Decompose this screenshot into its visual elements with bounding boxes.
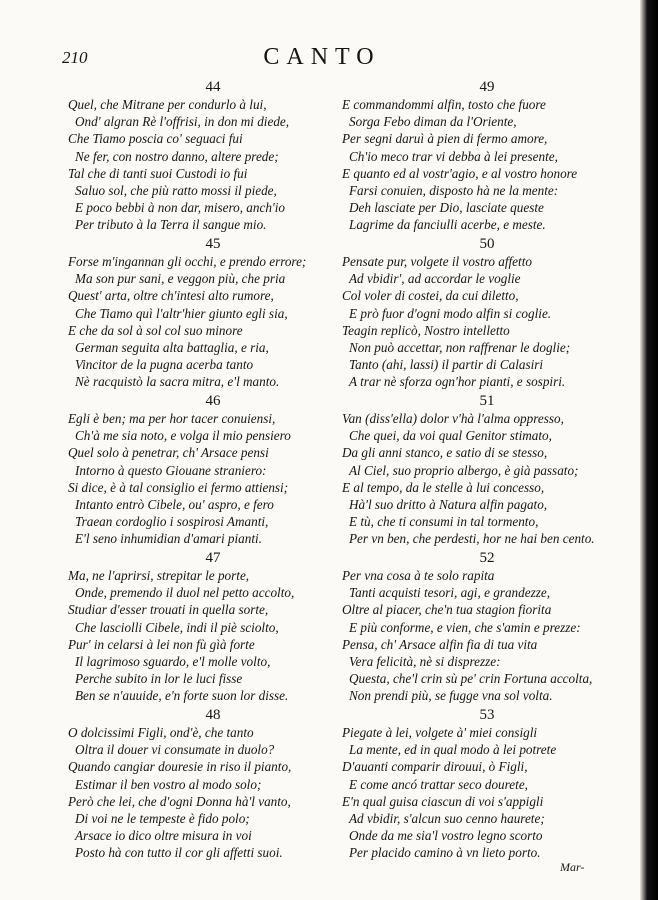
stanza	[68, 392, 358, 549]
verse-line: Il lagrimoso sguardo, e'l molle volto,	[75, 653, 271, 669]
verse-line: La mente, ed in qual modo à lei potrete	[349, 742, 557, 758]
running-title: CANTO	[263, 44, 381, 70]
verse-line: Col voler di costei, da cui diletto,	[342, 288, 519, 304]
verse-line: Tanto (ahi, lassi) il partir di Calasiri	[349, 357, 544, 373]
verse-line: Ch'à me sia noto, e volga il mio pensiero	[75, 428, 291, 444]
verse-line: Sorga Febo diman da l'Oriente,	[349, 114, 517, 130]
verse-line: E tù, che ti consumi in tal tormento,	[349, 514, 539, 530]
verse-line: Nè racquistò la sacra mitra, e'l manto.	[75, 374, 280, 390]
verse-line: Ch'io meco trar vi debba à lei presente,	[349, 148, 558, 164]
page-header	[62, 44, 582, 74]
stanza	[68, 78, 358, 235]
verse-line: Si dice, è à tal consiglio ei fermo attiensi;	[68, 479, 289, 495]
verse-line: Forse m'ingannan gli occhi, e prendo errore;	[68, 254, 307, 269]
verse-line: Deh lasciate per Dio, lasciate queste	[349, 200, 544, 216]
verse-line: Hà'l suo dritto à Natura alfin pagato,	[349, 496, 548, 512]
verse-line: O dolcissimi Figli, ond'è, che tanto	[68, 725, 254, 740]
verse-line: Pur' in celarsi à lei non fù gìà forte	[68, 636, 255, 652]
verse-line: Al Ciel, suo proprio albergo, è già passato;	[349, 462, 579, 478]
verse-line: Questa, che'l crin sù pe' crin Fortuna accolta,	[349, 671, 593, 687]
verse-line: Intanto entrò Cibele, ou' aspro, e fero	[75, 496, 274, 512]
verse-line: D'auanti comparir dirouui, ò Figli,	[342, 759, 528, 775]
stanza-number: 48	[205, 707, 221, 723]
verse-line: E come ancó trattar seco dourete,	[349, 776, 528, 792]
stanza-number: 44	[205, 79, 221, 95]
verse-line: Quel, che Mitrane per condurlo à lui,	[68, 97, 267, 112]
verse-line: Quest' arta, oltre ch'intesi alto rumore,	[68, 288, 274, 304]
verse-line: Ben se n'auuide, e'n forte suon lor disse.	[75, 688, 289, 704]
verse-line: Estimar il ben vostro al modo solo;	[75, 776, 262, 792]
stanza	[342, 235, 632, 392]
verse-line: Per placido camino à vn lieto porto.	[349, 845, 541, 861]
verse-line: Teagin replicò, Nostro intelletto	[342, 322, 510, 338]
verse-line: Farsi conuien, disposto hà ne la mente:	[349, 182, 559, 198]
verse-line: A trar nè sforza ogn'hor pianti, e sospiri.	[349, 374, 566, 390]
catchword: Mar-	[560, 860, 585, 874]
verse-line: Piegate à lei, volgete à' miei consigli	[342, 725, 538, 740]
verse-line: Che Tiamo poscia co' seguaci fui	[68, 131, 243, 147]
stanza	[68, 706, 358, 863]
verse-line: E'n qual guisa ciascun di voi s'appigli	[342, 793, 544, 809]
verse-line: Quando cangiar douresie in riso il pianto,	[68, 759, 292, 775]
verse-line: Traean cordoglio i sospirosi Amanti,	[75, 514, 269, 530]
stanza	[342, 78, 632, 235]
verse-line: Però che lei, che d'ogni Donna hà'l vanto,	[68, 793, 291, 809]
verse-line: E quanto ed al vostr'agio, e al vostro honore	[342, 165, 578, 181]
verse-line: Che Tiamo quì l'altr'hier giunto egli sia,	[75, 305, 288, 321]
verse-line: Tal che di tanti suoi Custodi io fui	[68, 165, 248, 181]
verse-line: Studiar d'esser trouati in quella sorte,	[68, 602, 269, 618]
verse-line: Onde da me sia'l vostro legno scorto	[349, 828, 543, 844]
verse-line: German seguita alta battaglia, e ria,	[75, 339, 269, 355]
verse-line: Pensate pur, volgete il vostro affetto	[342, 254, 532, 269]
stanza-number: 49	[479, 79, 495, 95]
verse-line: Perche subito in lor le luci fisse	[75, 671, 243, 687]
stanza	[342, 706, 632, 863]
verse-line: E prò fuor d'ogni modo alfin si coglie.	[349, 305, 552, 321]
page-edge	[640, 0, 658, 900]
verse-line: Che quei, da voi qual Genitor stimato,	[349, 428, 552, 444]
stanza-number: 50	[479, 236, 495, 252]
verse-line: Ad vbidir', ad accordar le voglie	[349, 271, 521, 287]
verse-line: E che da sol à sol col suo minore	[68, 322, 243, 338]
verse-line: Posto hà con tutto il cor gli affetti suoi.	[75, 845, 283, 861]
stanza-number: 45	[205, 236, 221, 252]
stanza	[68, 549, 358, 706]
verse-line: Oltre al piacer, che'n tua stagion fiorita	[342, 602, 552, 618]
verse-line: Van (diss'ella) dolor v'hà l'alma oppresso,	[342, 411, 564, 426]
verse-line: Ma, ne l'aprirsi, strepitar le porte,	[68, 568, 250, 583]
right-column	[342, 78, 632, 863]
left-column	[68, 78, 358, 863]
verse-line: Ad vbidir, s'alcun suo cenno haurete;	[349, 810, 545, 826]
verse-line: Egli è ben; ma per hor tacer conuiensi,	[68, 411, 276, 426]
verse-line: Ond' algran Rè l'offrisi, in don mi diede,	[75, 114, 290, 130]
verse-line: E poco bebbi à non dar, misero, anch'io	[75, 200, 286, 216]
verse-line: Vera felicità, nè si disprezze:	[349, 653, 501, 669]
stanza-number: 46	[205, 393, 221, 409]
verse-line: Lagrime da fanciulli acerbe, e meste.	[349, 217, 546, 233]
verse-line: Vincitor de la pugna acerba tanto	[75, 357, 254, 373]
verse-line: Quel solo à penetrar, ch' Arsace pensi	[68, 445, 269, 461]
verse-line: Ma son pur sani, e veggon più, che pria	[75, 271, 286, 287]
verse-line: E'l seno inhumidian d'amari pianti.	[75, 531, 262, 547]
verse-line: Onde, premendo il duol nel petto accolto,	[75, 585, 295, 601]
stanza	[68, 235, 358, 392]
verse-line: Per segni daruì à pien di fermo amore,	[342, 131, 548, 147]
verse-line: Da gli anni stanco, e satio di se stesso,	[342, 445, 548, 461]
verse-line: E al tempo, da le stelle à lui concesso,	[342, 479, 545, 495]
verse-line: Non prendi più, se fugge vna sol volta.	[349, 688, 553, 704]
stanza-number: 52	[479, 550, 495, 566]
page-number: 210	[62, 48, 88, 67]
verse-line: Per vn ben, che perdesti, hor ne hai ben cento.	[349, 531, 595, 547]
stanza-number: 47	[205, 550, 221, 566]
verse-line: Non può accettar, non raffrenar le doglie;	[349, 339, 571, 355]
verse-line: Per vna cosa à te solo rapita	[342, 568, 495, 583]
verse-line: Di voi ne le tempeste è fido polo;	[75, 810, 250, 826]
stanza-number: 53	[479, 707, 495, 723]
verse-line: Pensa, ch' Arsace alfin fia di tua vita	[342, 636, 538, 652]
verse-line: Ne fer, con nostro danno, altere prede;	[75, 148, 279, 164]
verse-line: Saluo sol, che più ratto mossi il piede,	[75, 182, 277, 198]
verse-line: Che lasciolli Cibele, indi il piè sciolto,	[75, 619, 279, 635]
stanza-number: 51	[479, 393, 495, 409]
verse-line: Oltra il douer vi consumate in duolo?	[75, 742, 275, 758]
stanza	[342, 392, 632, 549]
verse-line: Intorno à questo Giouane straniero:	[75, 462, 267, 478]
verse-line: Per tributo à la Terra il sangue mio.	[75, 217, 267, 233]
verse-line: E commandommi alfin, tosto che fuore	[342, 97, 546, 112]
verse-line: Arsace io dico oltre misura in voi	[75, 828, 252, 844]
verse-line: Tanti acquisti tesori, agi, e grandezze,	[349, 585, 550, 601]
verse-line: E più conforme, e vien, che s'amin e prezze:	[349, 619, 581, 635]
stanza	[342, 549, 632, 706]
